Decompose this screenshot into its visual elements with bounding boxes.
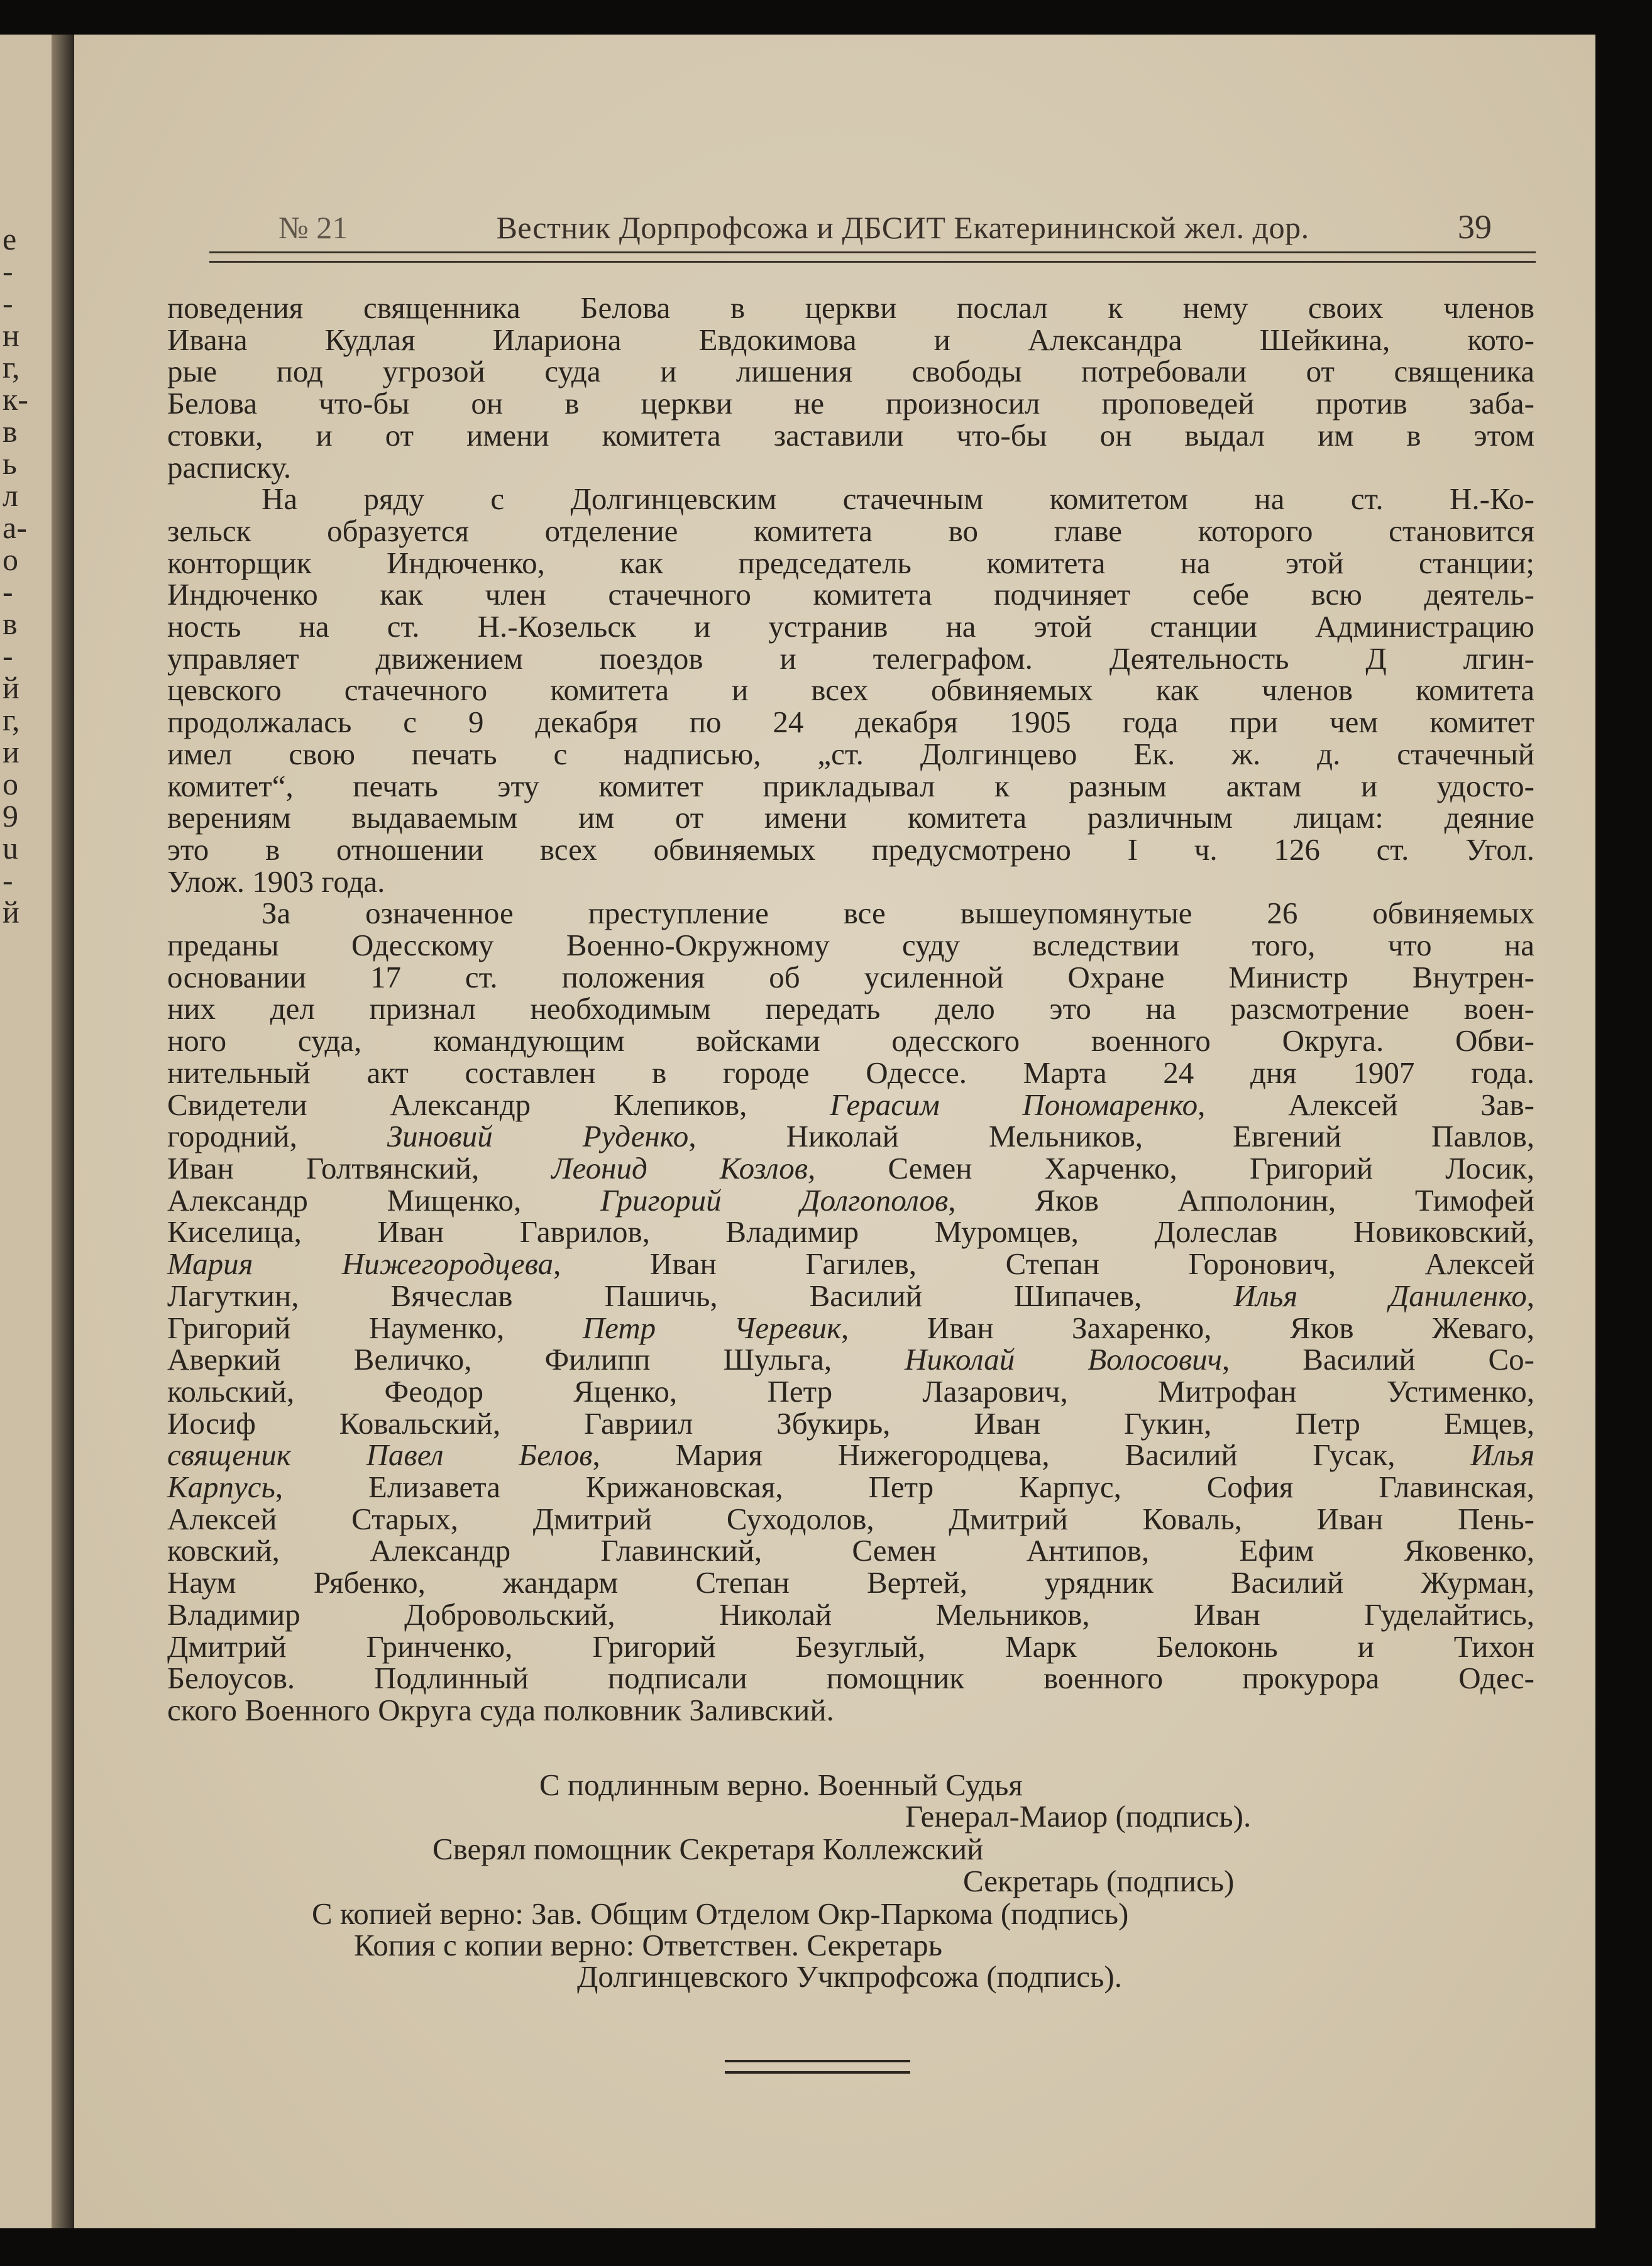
italic-name: Мария Нижегородцева	[167, 1246, 554, 1282]
text-line	[167, 834, 1534, 866]
text-line	[167, 1089, 1534, 1121]
text-line	[167, 1121, 1534, 1153]
text-span: Аверкий Величко, Филипп Шульга,	[167, 1342, 905, 1377]
text-line	[167, 768, 1534, 803]
margin-fragment: -	[3, 255, 13, 287]
text-line	[167, 802, 1534, 834]
text-span: кольский, Феодор Яценко, Петр Лазарович, Митрофан Устименко,	[167, 1373, 1534, 1409]
text-line	[167, 388, 1534, 420]
text-span: Иосиф Ковальский, Гавриил Збукирь, Иван Гукин, Петр Емцев,	[167, 1405, 1534, 1441]
text-span: Свидетели Александр Клепиков,	[167, 1087, 830, 1122]
margin-fragment: о	[3, 768, 18, 800]
text-line	[167, 1439, 1534, 1471]
text-line	[167, 1631, 1534, 1663]
italic-name: Леонид Козлов,	[551, 1150, 816, 1185]
text-span: , Елизавета Крижановская, Петр Карпус, София Главинская,	[275, 1470, 1534, 1505]
closing-double-rule	[725, 2060, 910, 2074]
text-span: преданы Одесскому Военно-Окружному суду вследствии того, что на	[167, 928, 1534, 963]
margin-fragment: к-	[3, 383, 28, 415]
margin-fragment: в	[3, 608, 18, 640]
italic-name: Карпусь	[167, 1470, 275, 1505]
text-span: рые под угрозой суда и лишения свободы потребовали от священика	[167, 354, 1534, 389]
margin-fragment: н	[3, 319, 19, 351]
text-line	[167, 1025, 1534, 1057]
margin-fragment: и	[3, 736, 19, 768]
italic-name: Илья Даниленко	[1233, 1278, 1527, 1313]
text-line	[167, 1248, 1534, 1280]
text-line	[167, 866, 1534, 898]
text-span: расписку.	[167, 449, 292, 485]
text-line	[167, 1057, 1534, 1089]
text-span: ковский, Александр Главинский, Семен Антипов, Ефим Яковенко,	[167, 1533, 1534, 1568]
italic-name: Илья	[1470, 1438, 1534, 1473]
text-span: , Николай Мельников, Евгений Павлов,	[688, 1119, 1534, 1154]
text-line	[167, 1692, 1534, 1727]
text-span: Наум Рябенко, жандарм Степан Вертей, урядник Василий Журман,	[167, 1565, 1534, 1600]
text-line	[167, 736, 1534, 771]
text-span: них дел признал необходимым передать дело это на разсмотрение воен-	[167, 991, 1534, 1026]
text-line	[167, 1599, 1534, 1631]
issue-number: № 21	[278, 210, 348, 245]
text-line	[167, 1663, 1534, 1695]
text-span: ,	[1526, 1278, 1534, 1313]
text-span: поведения священника Белова в церкви послал к нему своих членов	[167, 290, 1534, 325]
text-line	[167, 1405, 1534, 1441]
article-body	[167, 292, 1534, 1727]
text-line	[167, 1280, 1534, 1312]
text-span: Алексей Старых, Дмитрий Суходолов, Дмитрий Коваль, Иван Пень-	[167, 1501, 1534, 1536]
text-span: Александр Мищенко,	[167, 1182, 600, 1218]
text-span: управляет движением поездов и телеграфом. Деятельность Д лгин-	[167, 641, 1534, 676]
text-line	[167, 1471, 1534, 1504]
page-number: 39	[1458, 208, 1492, 246]
text-span: Григорий Науменко,	[167, 1310, 583, 1345]
text-line	[167, 449, 1534, 485]
italic-name: Зиновий Руденко	[387, 1119, 689, 1154]
text-span: Белова что-бы он в церкви не произносил проповедей против заба-	[167, 386, 1534, 421]
text-span: , Мария Нижегородцева, Василий Гусак,	[592, 1438, 1471, 1473]
text-span: Владимир Добровольский, Николай Мельников, Иван Гуделайтись,	[167, 1597, 1534, 1632]
margin-fragment: -	[3, 864, 13, 896]
running-header	[209, 207, 1536, 283]
signature-line: Долгинцевского Учкпрофсожа (подпись).	[577, 1959, 1122, 1994]
text-span: Лагуткин, Вячеслав Пашичь, Василий Шипачев,	[167, 1278, 1234, 1313]
text-line	[167, 1567, 1534, 1599]
text-line	[167, 356, 1534, 388]
signature-line: С подлинным верно. Военный Судья	[539, 1768, 1023, 1802]
text-line	[167, 547, 1534, 580]
margin-fragment: й	[3, 896, 19, 928]
text-span: Улож. 1903 года.	[167, 864, 385, 899]
journal-title: Вестник Дорпрофсожа и ДБСИТ Екатерининской жел. дор.	[496, 210, 1309, 245]
margin-fragment: 9	[3, 800, 18, 832]
text-line	[167, 643, 1534, 675]
text-span: Иван Голтвянский,	[167, 1150, 552, 1185]
text-line	[167, 292, 1534, 324]
text-line	[167, 1182, 1535, 1218]
text-line	[167, 1373, 1534, 1409]
text-line	[167, 930, 1534, 962]
margin-fragment: й	[3, 672, 19, 704]
text-span: это в отношении всех обвиняемых предусмотрено I ч. 126 ст. Угол.	[167, 832, 1534, 867]
text-line	[167, 1150, 1535, 1185]
text-span: Индюченко как член стачечного комитета подчиняет себе всю деятель-	[167, 577, 1534, 612]
text-line	[167, 993, 1534, 1025]
text-span: На ряду с Долгинцевским стачечным комитетом на ст. Н.-Ко-	[262, 481, 1534, 517]
text-line	[167, 1535, 1534, 1567]
text-line	[167, 324, 1534, 356]
previous-page-text-fragments	[3, 223, 40, 928]
text-line	[167, 1216, 1534, 1248]
text-span: городний,	[167, 1119, 387, 1154]
text-span: , Алексей Зав-	[1198, 1087, 1534, 1122]
margin-fragment: -	[3, 576, 13, 608]
italic-name: священик Павел Белов	[167, 1438, 593, 1473]
text-line	[167, 898, 1534, 930]
text-span: , Иван Захаренко, Яков Жеваго,	[841, 1310, 1535, 1345]
signature-line: Сверял помощник Секретаря Коллежский	[432, 1832, 984, 1866]
margin-fragment: л	[3, 480, 18, 512]
signature-line: Копия с копии верно: Ответствен. Секретарь	[354, 1928, 942, 1962]
text-line	[167, 674, 1534, 707]
signature-line: Генерал-Маиор (подпись).	[905, 1799, 1252, 1834]
text-span: имел свою печать с надписью, „ст. Долгинцево Ек. ж. д. стачечный	[167, 736, 1534, 771]
text-line	[167, 611, 1534, 643]
margin-fragment: ь	[3, 448, 17, 480]
text-span: конторщик Индюченко, как председатель комитета на этой станции;	[167, 545, 1534, 580]
text-span: зельск образуется отделение комитета во главе которого становится	[167, 513, 1534, 548]
text-span: Белоусов. Подлинный подписали помощник военного прокурора Одес-	[167, 1661, 1534, 1696]
margin-fragment: e	[3, 223, 17, 255]
text-span: цевского стачечного комитета и всех обвиняемых как членов комитета	[167, 673, 1534, 708]
text-span: продолжалась с 9 декабря по 24 декабря 1905 года при чем комитет	[167, 705, 1534, 740]
text-span: Ивана Кудлая Илариона Евдокимова и Александра Шейкина, кото-	[167, 322, 1534, 357]
margin-fragment: u	[3, 832, 18, 864]
margin-fragment: о	[3, 544, 18, 576]
text-span: ность на ст. Н.-Козельск и устранив на этой станции Администрацию	[167, 609, 1534, 644]
text-span: Семен Харченко, Григорий Лосик,	[815, 1150, 1535, 1185]
text-span: , Яков Апполонин, Тимофей	[948, 1182, 1535, 1218]
header-rule	[209, 251, 1536, 263]
italic-name: Григорий Долгополов	[600, 1182, 949, 1218]
text-span: основании 17 ст. положения об усиленной Охране Министр Внутрен-	[167, 959, 1534, 994]
text-span: ного суда, командующим войсками одесского военного Округа. Обви-	[167, 1023, 1534, 1059]
margin-fragment: -	[3, 287, 13, 319]
book-gutter	[52, 35, 74, 2228]
text-line	[167, 1312, 1534, 1345]
text-line	[167, 515, 1534, 547]
text-span: За означенное преступление все вышеупомянутые 26 обвиняемых	[262, 896, 1534, 931]
signature-line: Секретарь (подпись)	[963, 1864, 1235, 1898]
text-span: стовки, и от имени комитета заставили что-бы он выдал им в этом	[167, 417, 1534, 453]
italic-name: Петр Черевик	[582, 1310, 842, 1345]
text-span: комитет“, печать эту комитет прикладывал к разным актам и удосто-	[167, 768, 1534, 803]
margin-fragment: г,	[3, 351, 20, 383]
text-span: ского Военного Округа суда полковник Заливский.	[167, 1692, 834, 1727]
italic-name: Герасим Пономаренко	[830, 1087, 1198, 1122]
journal-page	[74, 35, 1595, 2228]
signature-line: С копией верно: Зав. Общим Отделом Окр-Паркома (подпись)	[312, 1896, 1129, 1931]
previous-page-edge	[0, 35, 74, 2228]
text-line	[167, 707, 1534, 739]
text-span: Киселица, Иван Гаврилов, Владимир Муромцев, Долеслав Новиковский,	[167, 1214, 1534, 1250]
text-line	[167, 579, 1534, 611]
text-span: , Иван Гагилев, Степан Горонович, Алексей	[553, 1246, 1534, 1282]
text-span: Дмитрий Гринченко, Григорий Безуглый, Марк Белоконь и Тихон	[167, 1629, 1534, 1664]
text-line	[167, 1501, 1534, 1536]
margin-fragment: в	[3, 415, 18, 448]
margin-fragment: г,	[3, 704, 20, 736]
italic-name: Николай Волосович	[905, 1342, 1223, 1377]
text-span: верениям выдаваемым им от имени комитета различным лицам: деяние	[167, 800, 1534, 835]
text-line	[167, 959, 1534, 994]
text-span: , Василий Со-	[1222, 1342, 1534, 1377]
text-line	[167, 483, 1534, 515]
text-span: нительный акт составлен в городе Одессе. Марта 24 дня 1907 года.	[167, 1055, 1534, 1090]
margin-fragment: а-	[3, 512, 27, 544]
text-line	[167, 417, 1534, 453]
text-line	[167, 1344, 1534, 1376]
margin-fragment: -	[3, 640, 13, 672]
